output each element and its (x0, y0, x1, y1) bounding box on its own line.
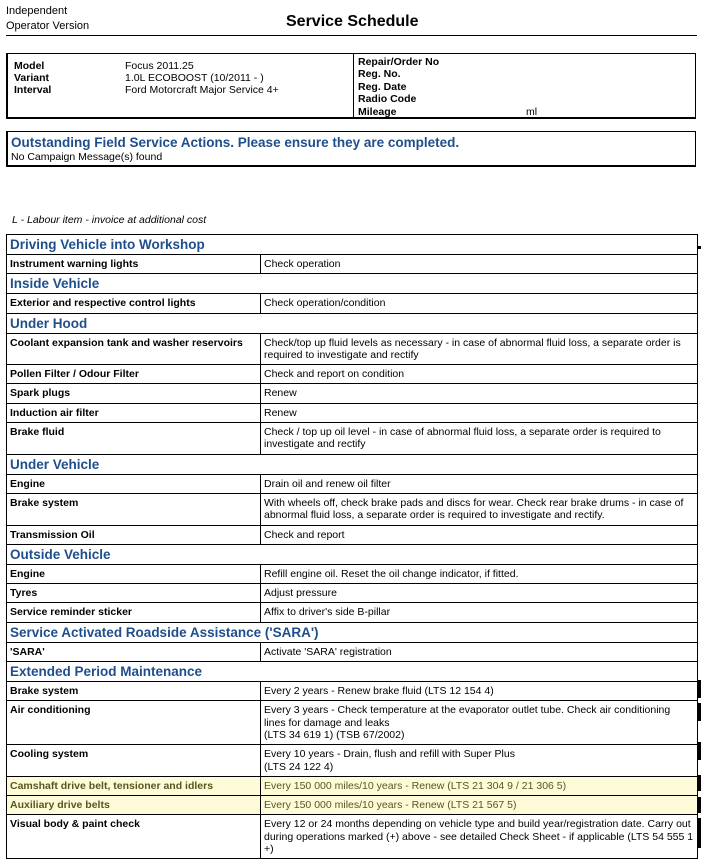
service-item: Engine (7, 564, 261, 583)
service-action-reference: (LTS 24 122 4) (264, 760, 334, 773)
campaign-message: No Campaign Message(s) found (11, 151, 163, 163)
service-action (261, 642, 698, 661)
edition-label (6, 4, 89, 34)
table-row (7, 564, 698, 583)
service-action-text: Check operation/condition (264, 297, 386, 310)
service-action-text: Check and report (264, 528, 345, 541)
section-title: Outside Vehicle (7, 544, 698, 564)
title-divider (6, 35, 697, 36)
mileage-label: Mileage (358, 105, 397, 118)
interval-value: Ford Motorcraft Major Service 4+ (125, 84, 279, 96)
service-action (261, 564, 698, 583)
section-header-row (7, 662, 698, 682)
service-action (261, 423, 698, 455)
interval-label: Interval (14, 84, 52, 96)
radio-code-label: Radio Code (358, 93, 417, 106)
service-item: Tyres (7, 584, 261, 603)
table-row (7, 423, 698, 455)
reg-no-row (358, 68, 695, 80)
table-row (7, 682, 698, 701)
section-header-row (7, 544, 698, 564)
service-action (261, 745, 698, 777)
service-action (261, 333, 698, 365)
service-action (261, 403, 698, 422)
service-item: Auxiliary drive belts (7, 796, 261, 815)
service-action-reference: (LTS 34 619 1) (TSB 67/2002) (264, 728, 405, 741)
section-title: Extended Period Maintenance (7, 662, 698, 682)
service-schedule-table (6, 234, 698, 859)
section-header-row (7, 313, 698, 333)
table-row (7, 603, 698, 622)
variant-value: 1.0L ECOBOOST (10/2011 - ) (125, 72, 264, 84)
service-action (261, 493, 698, 525)
service-item: Induction air filter (7, 403, 261, 422)
service-item: Instrument warning lights (7, 255, 261, 274)
service-item: Brake fluid (7, 423, 261, 455)
service-item: Pollen Filter / Odour Filter (7, 365, 261, 384)
table-row (7, 493, 698, 525)
table-row (7, 255, 698, 274)
section-header-row (7, 235, 698, 255)
service-item: 'SARA' (7, 642, 261, 661)
service-item: Spark plugs (7, 384, 261, 403)
interval-row (14, 84, 353, 96)
service-action (261, 474, 698, 493)
section-title: Inside Vehicle (7, 274, 698, 294)
table-row (7, 815, 698, 859)
service-action (261, 365, 698, 384)
service-action-text: Every 2 years - Renew brake fluid (LTS 12 154 4) (264, 685, 494, 698)
table-row (7, 745, 698, 777)
edition-line-2: Operator Version (6, 20, 90, 32)
service-action-text: Drain oil and renew oil filter (264, 477, 391, 490)
service-action-text: Adjust pressure (264, 587, 337, 600)
model-label: Model (14, 60, 45, 72)
edition-line-1: Independent (6, 5, 68, 17)
service-item: Service reminder sticker (7, 603, 261, 622)
reg-date-row (358, 81, 695, 93)
service-action (261, 255, 698, 274)
section-header-row (7, 274, 698, 294)
section-title: Driving Vehicle into Workshop (7, 235, 698, 255)
service-action (261, 796, 698, 815)
service-item: Brake system (7, 682, 261, 701)
service-action (261, 525, 698, 544)
labour-legend: L - Labour item - invoice at additional cost (12, 214, 207, 226)
table-row (7, 776, 698, 795)
variant-row (14, 72, 353, 84)
service-item: Exterior and respective control lights (7, 294, 261, 313)
page-title: Service Schedule (286, 13, 419, 30)
service-item: Air conditioning (7, 701, 261, 745)
table-row (7, 403, 698, 422)
vehicle-details (8, 54, 354, 117)
service-action-text: Every 10 years - Drain, flush and refill with Super Plus (264, 748, 515, 761)
service-action-text: Check/top up fluid levels as necessary - in case of abnormal fluid loss, a separate order is required to investigate and rectify (264, 336, 681, 361)
service-action-text: Affix to driver's side B-pillar (264, 606, 391, 619)
service-action-text: Check / top up oil level - in case of abnormal fluid loss, a separate order is required to investigate and rectify (264, 426, 661, 451)
mileage-row (358, 106, 695, 118)
reg-no-label: Reg. No. (358, 68, 401, 81)
service-action-text: Every 150 000 miles/10 years - Renew (LTS 21 304 9 / 21 306 5) (264, 779, 567, 792)
mileage-unit: ml (526, 105, 538, 118)
service-item: Transmission Oil (7, 525, 261, 544)
service-item: Visual body & paint check (7, 815, 261, 859)
service-action-text: Check and report on condition (264, 368, 405, 381)
service-action (261, 294, 698, 313)
service-action-text: Every 12 or 24 months depending on vehicle type and build year/registration date. Carry out during operations marked (+) above - see detailed Check Sheet - if applicable (LTS 54 555 1 +) (264, 818, 694, 856)
order-details (354, 54, 695, 117)
service-action (261, 776, 698, 795)
service-action-text: Check operation (264, 258, 341, 270)
service-item: Coolant expansion tank and washer reservoirs (7, 333, 261, 365)
table-row (7, 474, 698, 493)
table-row (7, 525, 698, 544)
service-action (261, 584, 698, 603)
service-action-text: Renew (264, 387, 297, 400)
service-action-text: Every 3 years - Check temperature at the evaporator outlet tube. Check air conditioning lines for damage and leaks (264, 704, 671, 729)
service-action (261, 682, 698, 701)
service-item: Engine (7, 474, 261, 493)
field-service-actions-box (6, 131, 696, 167)
table-row (7, 384, 698, 403)
service-item: Camshaft drive belt, tensioner and idlers (7, 776, 261, 795)
service-action-text: Renew (264, 406, 297, 419)
service-action-text: With wheels off, check brake pads and discs for wear. Check rear brake drums - in case of abnormal fluid loss, a separate order is required to investigate and rectify. (264, 496, 684, 522)
section-title: Under Vehicle (7, 454, 698, 474)
table-row (7, 796, 698, 815)
table-row (7, 584, 698, 603)
repair-order-row (358, 56, 695, 68)
service-action (261, 815, 698, 859)
section-title: Under Hood (7, 313, 698, 333)
table-row (7, 294, 698, 313)
table-row (7, 642, 698, 661)
table-row (7, 701, 698, 745)
model-value: Focus 2011.25 (125, 60, 194, 72)
radio-code-row (358, 93, 695, 105)
service-action (261, 384, 698, 403)
table-row (7, 365, 698, 384)
section-header-row (7, 454, 698, 474)
table-row (7, 333, 698, 365)
variant-label: Variant (14, 72, 50, 84)
section-header-row (7, 622, 698, 642)
service-action-text: Activate 'SARA' registration (264, 645, 392, 658)
service-item: Cooling system (7, 745, 261, 777)
reg-date-label: Reg. Date (358, 80, 407, 93)
service-action-text: Every 150 000 miles/10 years - Renew (LTS 21 567 5) (264, 799, 517, 812)
service-item: Brake system (7, 493, 261, 525)
vehicle-info-box (6, 53, 696, 119)
service-action (261, 603, 698, 622)
field-service-title: Outstanding Field Service Actions. Please ensure they are completed. (11, 135, 460, 150)
section-title: Service Activated Roadside Assistance ('SARA') (7, 622, 698, 642)
service-action (261, 701, 698, 745)
model-row (14, 60, 353, 72)
repair-order-label: Repair/Order No (358, 56, 440, 68)
service-action-text: Refill engine oil. Reset the oil change indicator, if fitted. (264, 567, 519, 580)
